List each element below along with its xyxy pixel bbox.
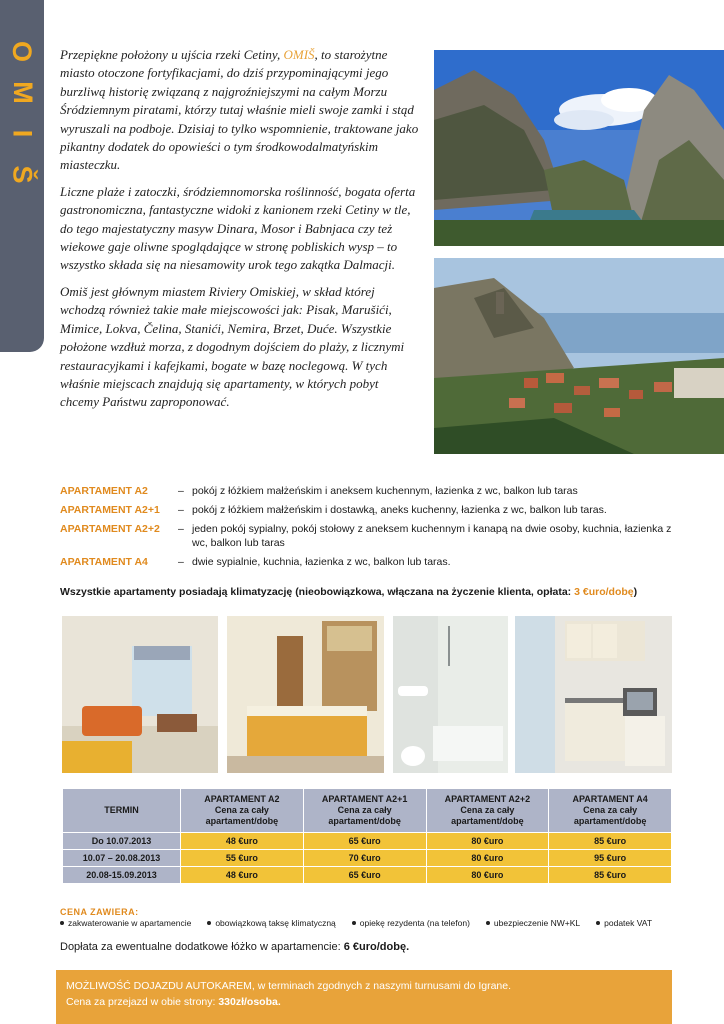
apartment-dash: – (178, 556, 184, 568)
intro-paragraph-2: Liczne plaże i zatoczki, śródziemnomorska roślinność, bogata oferta gastronomiczna, fantastyczne widoki z kanionem rzeki Cetiny w tle, do tego majestatyczny masyw Dinara, Mosor i Babnjaca czy też wiekowe gaje oliwne spoglądające w stronę pobliskich wysp – to wszystko składa się na niesamowity urok tego zakątka Dalmacji. (60, 183, 416, 273)
apartment-desc: pokój z łóżkiem małżeńskim i aneksem kuchennym, łazienka z wc, balkon lub taras (192, 485, 578, 497)
canyon-photo (434, 50, 724, 246)
intro-paragraph-3: Omiš jest głównym miastem Riviery Omiskiej, w skład której wchodzą również takie małe miejscowości jak: Pisak, Marušići, Mimice, Lokva, Čelina, Stanići, Nemira, Brzet, Duće. Wszystkie położone wzdłuż morza, z dogodnym dojściem do plaży, z licznymi restauracyjkami i kafejkami, bogate w bazę noclegową. W tych właśnie miejscach znajdują się apartamenty, w których pobyt chcemy Państwu zaproponować. (60, 283, 405, 410)
included-title: CENA ZAWIERA: (60, 907, 139, 917)
price-cell: 65 €uro (303, 867, 426, 884)
price-cell: 95 €uro (549, 850, 672, 867)
extra-bed-text: Dopłata za ewentualne dodatkowe łóżko w apartamencie: (60, 941, 344, 953)
aircon-close: ) (633, 586, 638, 598)
bus-price-label: Cena za przejazd w obie strony: (66, 996, 219, 1008)
header-cell: APARTAMENT A4 Cena za cały apartament/dobę (549, 789, 672, 833)
living-room-photo (62, 616, 218, 773)
town-photo (434, 258, 724, 454)
apartment-desc: dwie sypialnie, kuchnia, łazienka z wc, balkon lub taras. (192, 556, 451, 568)
apartment-dash: – (178, 504, 184, 516)
extra-bed-price: 6 €uro/dobę. (343, 941, 410, 953)
aircon-note (60, 586, 637, 598)
aircon-text: Wszystkie apartamenty posiadają klimatyzację (nieobowiązkowa, włączana na życzenie klienta, opłata: (60, 586, 575, 598)
header-cell: APARTAMENT A2+1 Cena za cały apartament/dobę (303, 789, 426, 833)
vertical-title (0, 38, 44, 188)
included-item: ubezpieczenie NW+KL (486, 918, 580, 928)
price-cell: 80 €uro (426, 833, 549, 850)
apartment-list (60, 484, 680, 574)
bus-line-1 (66, 978, 662, 994)
header-cell: APARTAMENT A2+2 Cena za cały apartament/dobę (426, 789, 549, 833)
price-cell: 80 €uro (426, 850, 549, 867)
apartment-name: APARTAMENT A4 (60, 556, 148, 568)
bus-terms: , w terminach zgodnych z naszymi turnusami do Igrane. (251, 980, 512, 992)
price-cell: 85 €uro (549, 833, 672, 850)
apartment-dash: – (178, 485, 184, 497)
term-cell: 20.08-15.09.2013 (63, 867, 181, 884)
price-cell: 65 €uro (303, 833, 426, 850)
table-row (63, 867, 672, 884)
apartment-desc: jeden pokój sypialny, pokój stołowy z aneksem kuchennym i kanapą na dwie osoby, kuchnia, łazienka z wc, balkon lub taras (192, 523, 672, 549)
bullet-icon (352, 921, 356, 925)
price-cell: 55 €uro (181, 850, 304, 867)
price-cell: 70 €uro (303, 850, 426, 867)
price-cell: 48 €uro (181, 867, 304, 884)
bus-price: 330zł/osoba. (218, 996, 281, 1008)
bullet-icon (486, 921, 490, 925)
apartment-item (60, 484, 680, 498)
extra-bed-note (60, 941, 409, 953)
price-table (62, 788, 672, 884)
bullet-icon (60, 921, 64, 925)
kitchen-photo (515, 616, 672, 773)
apartment-name: APARTAMENT A2+2 (60, 523, 160, 535)
bathroom-photo (393, 616, 508, 773)
included-item: opiekę rezydenta (na telefon) (352, 918, 470, 928)
title-letter: I (7, 129, 38, 138)
table-header-row (63, 789, 672, 833)
town-name: OMIŠ (283, 47, 315, 62)
apartment-name: APARTAMENT A2 (60, 485, 148, 497)
bus-heading: MOŻLIWOŚĆ DOJAZDU AUTOKAREM (66, 980, 252, 992)
title-letter: M (7, 81, 38, 104)
bullet-icon (207, 921, 211, 925)
term-cell: 10.07 – 20.08.2013 (63, 850, 181, 867)
bullet-icon (596, 921, 600, 925)
price-cell: 85 €uro (549, 867, 672, 884)
header-cell: TERMIN (63, 789, 181, 833)
included-item: podatek VAT (596, 918, 652, 928)
apartment-desc: pokój z łóżkiem małżeńskim i dostawką, aneks kuchenny, łazienka z wc, balkon lub taras. (192, 504, 607, 516)
intro-text (60, 46, 420, 420)
title-letter: Š (7, 165, 38, 184)
table-row (63, 850, 672, 867)
included-list (60, 918, 700, 928)
bus-offer-box (56, 970, 672, 1024)
included-item: obowiązkową taksę klimatyczną (207, 918, 335, 928)
apartment-item (60, 522, 680, 550)
apartment-name: APARTAMENT A2+1 (60, 504, 160, 516)
intro-paragraph-1 (60, 46, 420, 175)
table-row (63, 833, 672, 850)
apartment-item (60, 503, 680, 517)
aircon-price: 3 €uro/dobę (574, 586, 634, 598)
header-cell: APARTAMENT A2 Cena za cały apartament/dobę (181, 789, 304, 833)
intro-p1-rest: , to starożytne miasto otoczone fortyfikacjami, do dziś przypominającymi jego burzliwą historię związaną z najgroźniejszymi na całym Morzu Śródziemnym piratami, którzy tutaj właśnie mieli swoje zamki i stąd wyruszali na podboje. Dzisiaj to tylko wspomnienie, traktowane jako pikantny dodatek do opowieści o tym środkowodalmatyńskim miasteczku. (60, 47, 419, 173)
title-letter: O (7, 40, 38, 63)
bedroom-photo (227, 616, 384, 773)
price-cell: 48 €uro (181, 833, 304, 850)
included-item: zakwaterowanie w apartamencie (60, 918, 191, 928)
price-cell: 80 €uro (426, 867, 549, 884)
apartment-dash: – (178, 523, 184, 535)
bus-line-2 (66, 994, 662, 1010)
intro-p1-start: Przepiękne położony u ujścia rzeki Cetiny, (60, 47, 284, 62)
term-cell: Do 10.07.2013 (63, 833, 181, 850)
apartment-item (60, 555, 680, 569)
